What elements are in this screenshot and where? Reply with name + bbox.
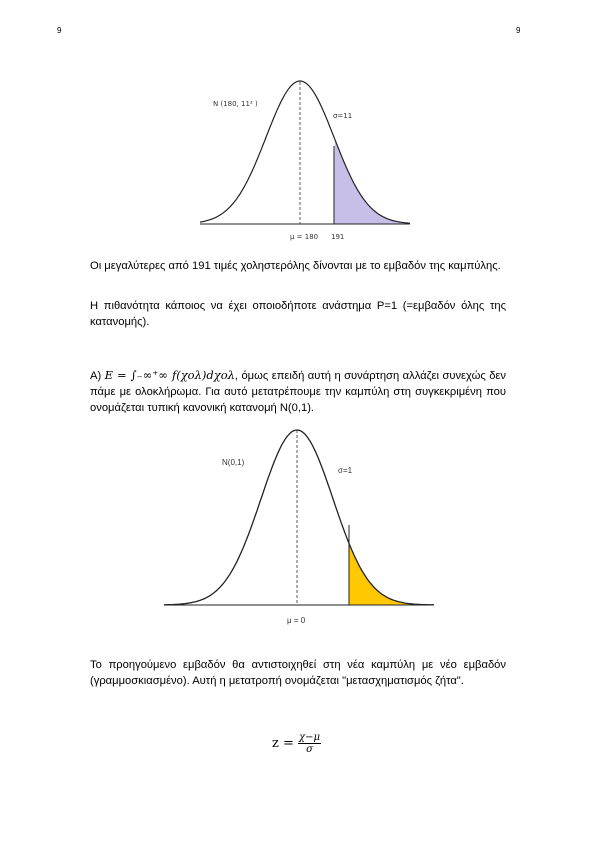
sigma-label-1: σ=11 <box>333 112 353 120</box>
shaded-area-1 <box>334 139 410 224</box>
equation-lhs: z = <box>272 736 294 751</box>
paragraph-3 <box>90 367 506 416</box>
equation-numerator: χ−μ <box>299 732 320 743</box>
shaded-area-2 <box>349 544 434 605</box>
integral-formula: Ε = ∫₋∞⁺∞ f(χολ)dχολ <box>104 368 235 382</box>
paragraph-2: Η πιθανότητα κάποιος να έχει οποιοδήποτε ανάστημα P=1 (=εμβαδόν όλης της κατανομής). <box>90 300 506 328</box>
page-number-left: 9 <box>57 26 62 35</box>
normal-curve-figure-2 <box>160 425 440 625</box>
paragraph-1: Οι μεγαλύτερες από 191 τιμές χοληστερόλης δίνονται με το εμβαδόν της καμπύλης. <box>90 260 501 272</box>
paragraph-4: Το προηγούμενο εμβαδόν θα αντιστοιχηθεί στη νέα καμπύλη με νέο εμβαδόν (γραμμοσκιασμένο). Αυτή η μετατροπή ονομάζεται "μετασχηματισμός ζήτα". <box>90 659 506 687</box>
page-number-right: 9 <box>516 26 521 35</box>
mu-label-2: μ = 0 <box>287 616 306 625</box>
normal-curve-figure-1 <box>195 76 415 246</box>
curve-label-1: N (180, 11² ) <box>213 100 258 108</box>
sigma-label-2: σ=1 <box>338 466 353 475</box>
x-label-1: 191 <box>331 233 345 241</box>
paragraph-3-prefix: A) <box>90 370 105 382</box>
z-transform-equation <box>272 732 321 755</box>
equation-fraction <box>298 732 321 755</box>
curve-label-2: N(0,1) <box>222 458 245 467</box>
bell-curve-2 <box>164 430 434 605</box>
equation-denominator: σ <box>306 744 313 755</box>
mu-label-1: μ = 180 <box>290 233 319 241</box>
paragraph-3-text: , όμως επειδή αυτή η συνάρτηση αλλάζει συνεχώς δεν πάμε με ολοκλήρωμα. Για αυτό μετατρέπουμε την καμπύλη στη συγκεκριμένη που ονομάζεται τυπική κανονική κατανομή N(0,1). <box>90 370 506 414</box>
